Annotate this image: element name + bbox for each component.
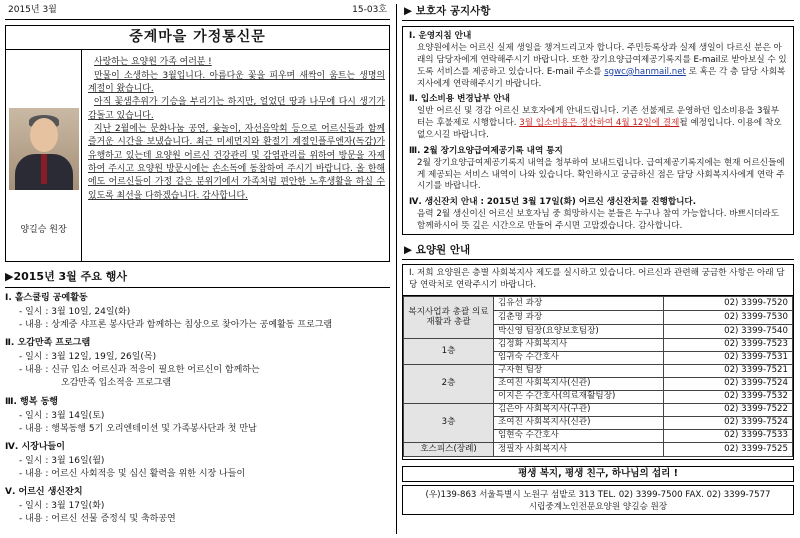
event-title: Ⅴ. 어르신 생신잔치 xyxy=(5,486,83,497)
event-item xyxy=(5,396,390,436)
header-issue: 15-03호 xyxy=(352,5,387,15)
staff-group: 복지사업과 총괄 의료재활과 총괄 xyxy=(404,296,494,338)
staff-name: 이지은 수간호사(의료재활팀장) xyxy=(494,390,664,403)
notice-block xyxy=(409,94,787,141)
right-column xyxy=(402,4,794,536)
event-detail: - 내용 : 행복동행 5기 오리엔테이션 및 가족봉사단과 첫 만남 xyxy=(19,423,257,434)
notice-block xyxy=(409,31,787,90)
table-row xyxy=(404,403,793,416)
staff-name: 박신영 팀장(요양보호팀장) xyxy=(494,324,664,338)
notice-title: Ⅲ. 2월 장기요양급여제공기록 내역 통지 xyxy=(409,145,563,156)
event-item xyxy=(5,292,390,332)
staff-group: 호스피스(장례) xyxy=(404,442,494,456)
notice-highlight: 3월 입소비용은 정산하여 4월 12일에 결제 xyxy=(519,118,680,129)
table-row xyxy=(404,338,793,351)
staff-box xyxy=(402,264,794,460)
event-detail: - 내용 : 신규 입소 어르신과 적응이 필요한 어르신이 함께하는 xyxy=(19,365,260,376)
staff-name: 구자현 팀장 xyxy=(494,364,664,377)
staff-name: 조여진 사회복지사(신관) xyxy=(494,377,664,390)
staff-phone: 02) 3399-7523 xyxy=(664,338,793,351)
notice-title: Ⅰ. 운영지침 안내 xyxy=(409,31,472,42)
staff-name: 김정화 사회복지사 xyxy=(494,338,664,351)
event-detail: - 일시 : 3월 10일, 24일(화) xyxy=(19,307,131,318)
notice-body: 일반 어르신 및 경감 어르신 보호자에게 안내드립니다. 기존 선불제로 운영하던 입소비용을 3월부터는 후불제로 시행합니다. 3월 입소비용은 정산하여 4월 12일에 결제될 예정입니다. 이용에 착오 없으시길 바랍니다. xyxy=(417,106,782,141)
notice-heading: ▶ 보호자 공지사항 xyxy=(402,4,794,21)
notice-body: 요양원에서는 어르신 실제 생일을 챙겨드리고자 합니다. 주민등록상과 실제 생일이 다르신 분은 아래의 담당자에게 연락해주시기 바랍니다. 또한 장기요양급여제공기록지를 E-mail로 받아보실 수 있도록 서비스를 제공하고 있습니다. E-mail 주소를 sgwc@hanmail.net 로 혹은 각 층 담당 사회복지사에게 연락해주시기 바랍니다. xyxy=(417,43,787,89)
intro-text xyxy=(82,50,389,261)
event-item xyxy=(5,337,390,390)
notice-box xyxy=(402,26,794,235)
staff-name: 김춘명 과장 xyxy=(494,310,664,324)
photo-column xyxy=(6,50,82,261)
notice-block xyxy=(409,197,787,233)
notice-block xyxy=(409,146,787,193)
staff-phone: 02) 3399-7531 xyxy=(664,351,793,364)
intro-paragraph: 지난 2월에는 문화나눔 공연, 윷놀이, 자선음악회 등으로 어르신들과 함께 즐거운 시간을 보냈습니다. 최근 미세먼지와 환절기 계절인플루엔자(독감)가 유행하고 있는데 요양원 어르신 건강관리 및 감염관리를 위하여 방문을 자제하여 주시고 요양원 방문시에는 손소독에 동참하여 주시기 바랍니다. 올 한해에도 어르신들이 가정 같은 분위기에서 가족처럼 편안한 노후생활을 하실 수 있도록 최선을 다하겠습니다. 감사합니다. xyxy=(88,123,385,201)
notice-title: Ⅳ. 생신잔치 안내 : 2015년 3월 17일(화) 어르신 생신잔치를 진행합니다. xyxy=(409,197,696,208)
staff-phone: 02) 3399-7521 xyxy=(664,364,793,377)
event-detail: - 일시 : 3월 12일, 19일, 26일(목) xyxy=(19,352,157,363)
staff-group: 3층 xyxy=(404,403,494,442)
staff-phone: 02) 3399-7522 xyxy=(664,403,793,416)
events-heading: ▶2015년 3월 주요 행사 xyxy=(5,270,390,288)
event-title: Ⅲ. 행복 동행 xyxy=(5,396,58,407)
event-item xyxy=(5,486,390,526)
table-row xyxy=(404,364,793,377)
email-link[interactable]: sgwc@hanmail.net xyxy=(604,66,686,77)
column-divider xyxy=(396,4,397,534)
staff-group: 1층 xyxy=(404,338,494,364)
event-detail: 오감만족 입소적응 프로그램 xyxy=(61,378,172,389)
staff-name: 김은아 사회복지사(구관) xyxy=(494,403,664,416)
staff-phone: 02) 3399-7525 xyxy=(664,442,793,456)
address-line: (우)139-863 서울특별시 노원구 섬밭로 313 TEL. 02) 3399-7500 FAX. 02) 3399-7577 xyxy=(425,490,771,501)
intro-section xyxy=(5,50,390,262)
director-photo xyxy=(9,108,79,190)
staff-phone: 02) 3399-7532 xyxy=(664,390,793,403)
event-detail: - 내용 : 어르신 사회적응 및 심신 활력을 위한 시장 나들이 xyxy=(19,468,246,479)
table-row xyxy=(404,442,793,456)
event-item xyxy=(5,441,390,481)
org-line: 시립중계노인전문요양원 양길승 원장 xyxy=(528,502,668,513)
staff-phone: 02) 3399-7530 xyxy=(664,310,793,324)
left-column xyxy=(5,4,390,536)
event-detail: - 일시 : 3월 17일(화) xyxy=(19,501,105,512)
staff-name: 정필자 사회복지사 xyxy=(494,442,664,456)
notice-body: 2월 장기요양급여제공기록지 내역을 청부하여 보내드립니다. 급여제공기록지에는 현재 어르신들에게 제공되는 서비스 내역이 나와 있습니다. 확인하시고 궁금하신 점은 담당 사회복지사에게 연락 주시기를 바랍니다. xyxy=(417,157,785,192)
staff-phone: 02) 3399-7524 xyxy=(664,416,793,429)
event-title: Ⅱ. 오감만족 프로그램 xyxy=(5,338,91,349)
staff-intro: Ⅰ. 저희 요양원은 층별 사회복지사 제도를 실시하고 있습니다. 어르신과 관련해 궁금한 사항은 아래 담당 연락처로 연락주시기 바랍니다. xyxy=(403,265,793,295)
notice-title: Ⅱ. 입소비용 변경납부 안내 xyxy=(409,94,510,105)
staff-phone: 02) 3399-7533 xyxy=(664,429,793,442)
intro-paragraph: 사랑하는 요양원 가족 여러분 ! xyxy=(94,57,212,68)
event-detail: - 일시 : 3월 16일(월) xyxy=(19,455,105,466)
staff-name: 임현숙 수간호사 xyxy=(494,429,664,442)
staff-table xyxy=(403,296,793,457)
event-detail: - 내용 : 어르신 선물 증정식 및 축하공연 xyxy=(19,514,176,525)
page-title: 중계마을 가정통신문 xyxy=(129,29,266,46)
event-title: Ⅰ. 홀스쿨링 공예활동 xyxy=(5,292,88,303)
events-list xyxy=(5,288,390,526)
staff-name: 조여진 사회복지사(신관) xyxy=(494,416,664,429)
staff-phone: 02) 3399-7540 xyxy=(664,324,793,338)
motto: 평생 복지, 평생 친구, 하나님의 섭리 ! xyxy=(402,466,794,482)
staff-group: 2층 xyxy=(404,364,494,403)
header-bar xyxy=(5,4,390,20)
address-box xyxy=(402,485,794,515)
table-row xyxy=(404,296,793,310)
intro-paragraph: 만물이 소생하는 3월입니다. 아름다운 꽃을 피우며 새싹이 움트는 생명의 계절이 왔습니다. xyxy=(88,70,385,94)
event-detail: - 일시 : 3월 14일(토) xyxy=(19,410,105,421)
photo-caption: 양길승 원장 xyxy=(20,225,67,236)
title-box xyxy=(5,25,390,50)
notice-body: 음력 2월 생신이신 어르신 보호자님 중 희망하시는 분들은 누구나 참여 가능합니다. 바쁘시더라도 함께하시어 뜻 깊은 시간으로 만들어 주시면 고맙겠습니다. 감사합니다. xyxy=(417,209,780,232)
staff-phone: 02) 3399-7524 xyxy=(664,377,793,390)
staff-phone: 02) 3399-7520 xyxy=(664,296,793,310)
staff-name: 김유선 과장 xyxy=(494,296,664,310)
staff-heading: ▶ 요양원 안내 xyxy=(402,243,794,260)
event-detail: - 내용 : 상계중 샤프론 봉사단과 함께하는 침상으로 찾아가는 공예활동 프로그램 xyxy=(19,320,333,331)
intro-paragraph: 아직 꽃샘추위가 기승을 부리기는 하지만, 얼었던 땅과 나무에 다시 생기가 감돌고 있습니다. xyxy=(88,97,385,121)
header-date: 2015년 3월 xyxy=(8,5,57,15)
staff-name: 임귀숙 수간호사 xyxy=(494,351,664,364)
event-title: Ⅳ. 시장나들이 xyxy=(5,441,65,452)
